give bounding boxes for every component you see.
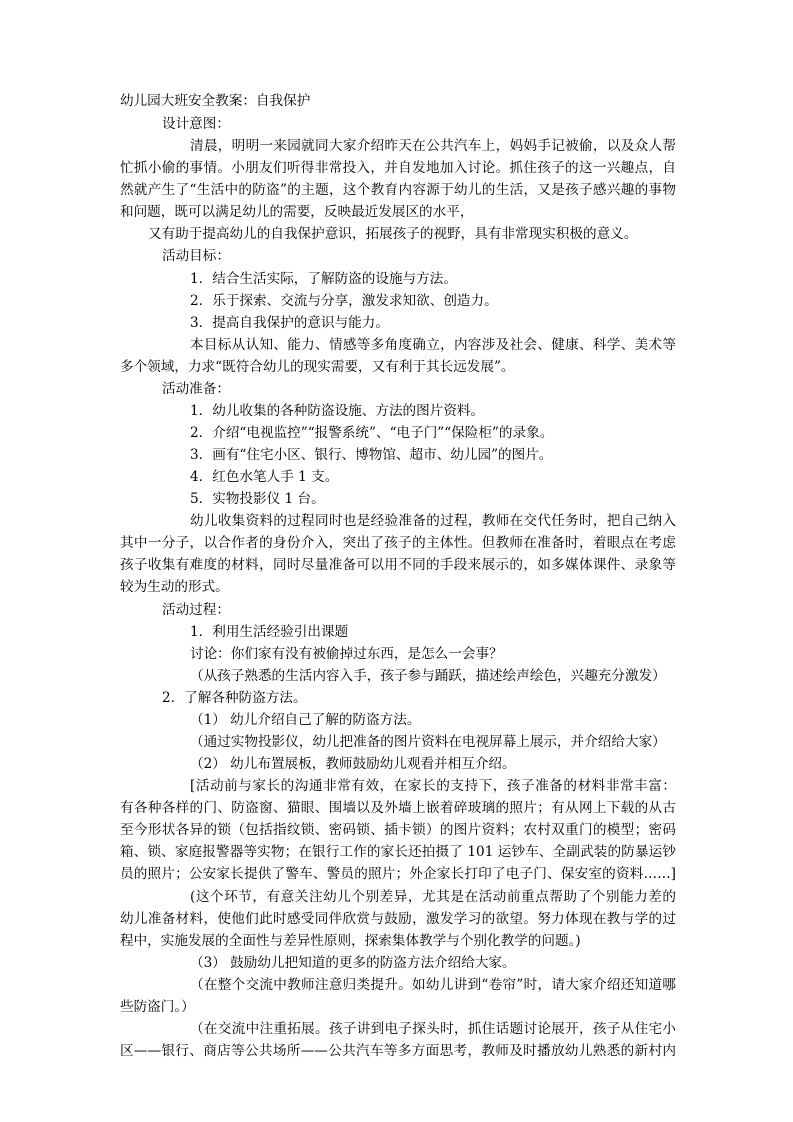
list-item: 2．了解各种防盗方法。 [162, 690, 307, 706]
paragraph-line: （在交流中注重拓展。孩子讲到电子探头时，抓住话题讨论展开，孩子从住宅小 [190, 1021, 676, 1037]
paragraph-line: 清晨，明明一来园就同大家介绍昨天在公共汽车上，妈妈手记被偷，以及众人帮 [190, 138, 676, 154]
paragraph-line: 些防盗门。） [120, 999, 195, 1015]
paragraph-line: 本目标从认知、能力、情感等多角度确立，内容涉及社会、健康、科学、美术等 [190, 337, 676, 353]
paragraph-line: （通过实物投影仪，幼儿把准备的图片资料在电视屏幕上展示，并介绍给大家） [190, 734, 666, 750]
paragraph-line: 忙抓小偷的事情。小朋友们听得非常投入，并自发地加入讨论。抓住孩子的这一兴趣点，自 [120, 160, 676, 176]
paragraph-line: 孩子收集有难度的材料，同时尽量准备可以用不同的手段来展示的，如多媒体课件、录象等 [120, 557, 676, 573]
paragraph-line: 有各种各样的门、防盗窗、猫眼、围墙以及外墙上嵌着碎玻璃的照片；有从网上下载的从古 [120, 800, 676, 816]
paragraph-line: （从孩子熟悉的生活内容入手，孩子参与踊跃，描述绘声绘色，兴趣充分激发） [190, 668, 666, 684]
list-item: （3） 鼓励幼儿把知道的更多的防盗方法介绍给大家。 [190, 955, 516, 971]
paragraph-line: 至今形状各异的锁（包括指纹锁、密码锁、插卡锁）的图片资料；农村双重门的模型；密码 [120, 822, 676, 838]
paragraph-line: 较为生动的形式。 [120, 579, 229, 595]
paragraph-line: 和问题，既可以满足幼儿的需要，反映最近发展区的水平， [120, 204, 474, 220]
paragraph-line: 幼儿准备材料，使他们此时感受同伴欣赏与鼓励，激发学习的欲望。努力体现在教与学的过 [120, 911, 676, 927]
section-heading-process: 活动过程： [162, 602, 230, 618]
paragraph-line: [活动前与家长的沟通非常有效，在家长的支持下，孩子准备的材料非常丰富： [190, 778, 676, 794]
paragraph-line: 箱、锁、家庭报警器等实物；在银行工作的家长还拍摄了 101 运钞车、全副武装的防暴运钞 [120, 844, 676, 860]
list-item: 4．红色水笔人手 1 支。 [190, 469, 339, 485]
paragraph-line: 讨论：你们家有没有被偷掉过东西，是怎么一会事？ [190, 646, 503, 662]
paragraph-line: 幼儿收集资料的过程同时也是经验准备的过程，教师在交代任务时，把自己纳入 [190, 513, 676, 529]
list-item: 5．实物投影仪 1 台。 [190, 491, 325, 507]
paragraph-line: 区——银行、商店等公共场所——公共汽车等多方面思考，教师及时播放幼儿熟悉的新村内 [120, 1043, 676, 1059]
paragraph-line: 又有助于提高幼儿的自我保护意识，拓展孩子的视野，具有非常现实积极的意义。 [148, 226, 638, 242]
list-item: 3．画有“住宅小区、银行、博物馆、超市、幼儿园”的图片。 [190, 447, 553, 463]
list-item: （1） 幼儿介绍自己了解的防盗方法。 [190, 712, 421, 728]
section-heading-design-intent: 设计意图： [162, 116, 230, 132]
paragraph-line: 程中，实施发展的全面性与差异性原则，探索集体教学与个别化教学的问题。) [120, 933, 581, 949]
paragraph-line: 多个领域，力求“既符合幼儿的现实需要，又有利于其长远发展”。 [120, 359, 515, 375]
list-item: （2） 幼儿布置展板，教师鼓励幼儿观看并相互介绍。 [190, 756, 516, 772]
paragraph-line: (这个环节，有意关注幼儿个别差异，尤其是在活动前重点帮助了个别能力差的 [190, 889, 676, 905]
paragraph-line: 员的照片；公安家长提供了警车、警员的照片；外企家长打印了电子门、保安室的资料……] [120, 866, 676, 882]
list-item: 1．幼儿收集的各种防盗设施、方法的图片资料。 [190, 403, 485, 419]
paragraph-line: （在整个交流中教师注意归类提升。如幼儿讲到“卷帘”时，请大家介绍还知道哪 [190, 977, 676, 993]
list-item: 2．乐于探索、交流与分享，激发求知欲、创造力。 [190, 293, 498, 309]
paragraph-line: 其中一分子，以合作者的身份介入，突出了孩子的主体性。但教师在准备时，着眼点在考虑 [120, 535, 676, 551]
section-heading-objectives: 活动目标： [162, 248, 230, 264]
section-heading-preparation: 活动准备： [162, 381, 230, 397]
paragraph-line: 然就产生了“生活中的防盗”的主题，这个教育内容源于幼儿的生活，又是孩子感兴趣的事物 [120, 182, 676, 198]
document-title: 幼儿园大班安全教案：自我保护 [120, 93, 311, 109]
list-item: 2．介绍“电视监控”“报警系统”、“电子门”“保险柜”的录象。 [190, 425, 554, 441]
list-item: 3．提高自我保护的意识与能力。 [190, 315, 389, 331]
list-item: 1．结合生活实际，了解防盗的设施与方法。 [190, 271, 457, 287]
list-item: 1．利用生活经验引出课题 [190, 624, 349, 640]
